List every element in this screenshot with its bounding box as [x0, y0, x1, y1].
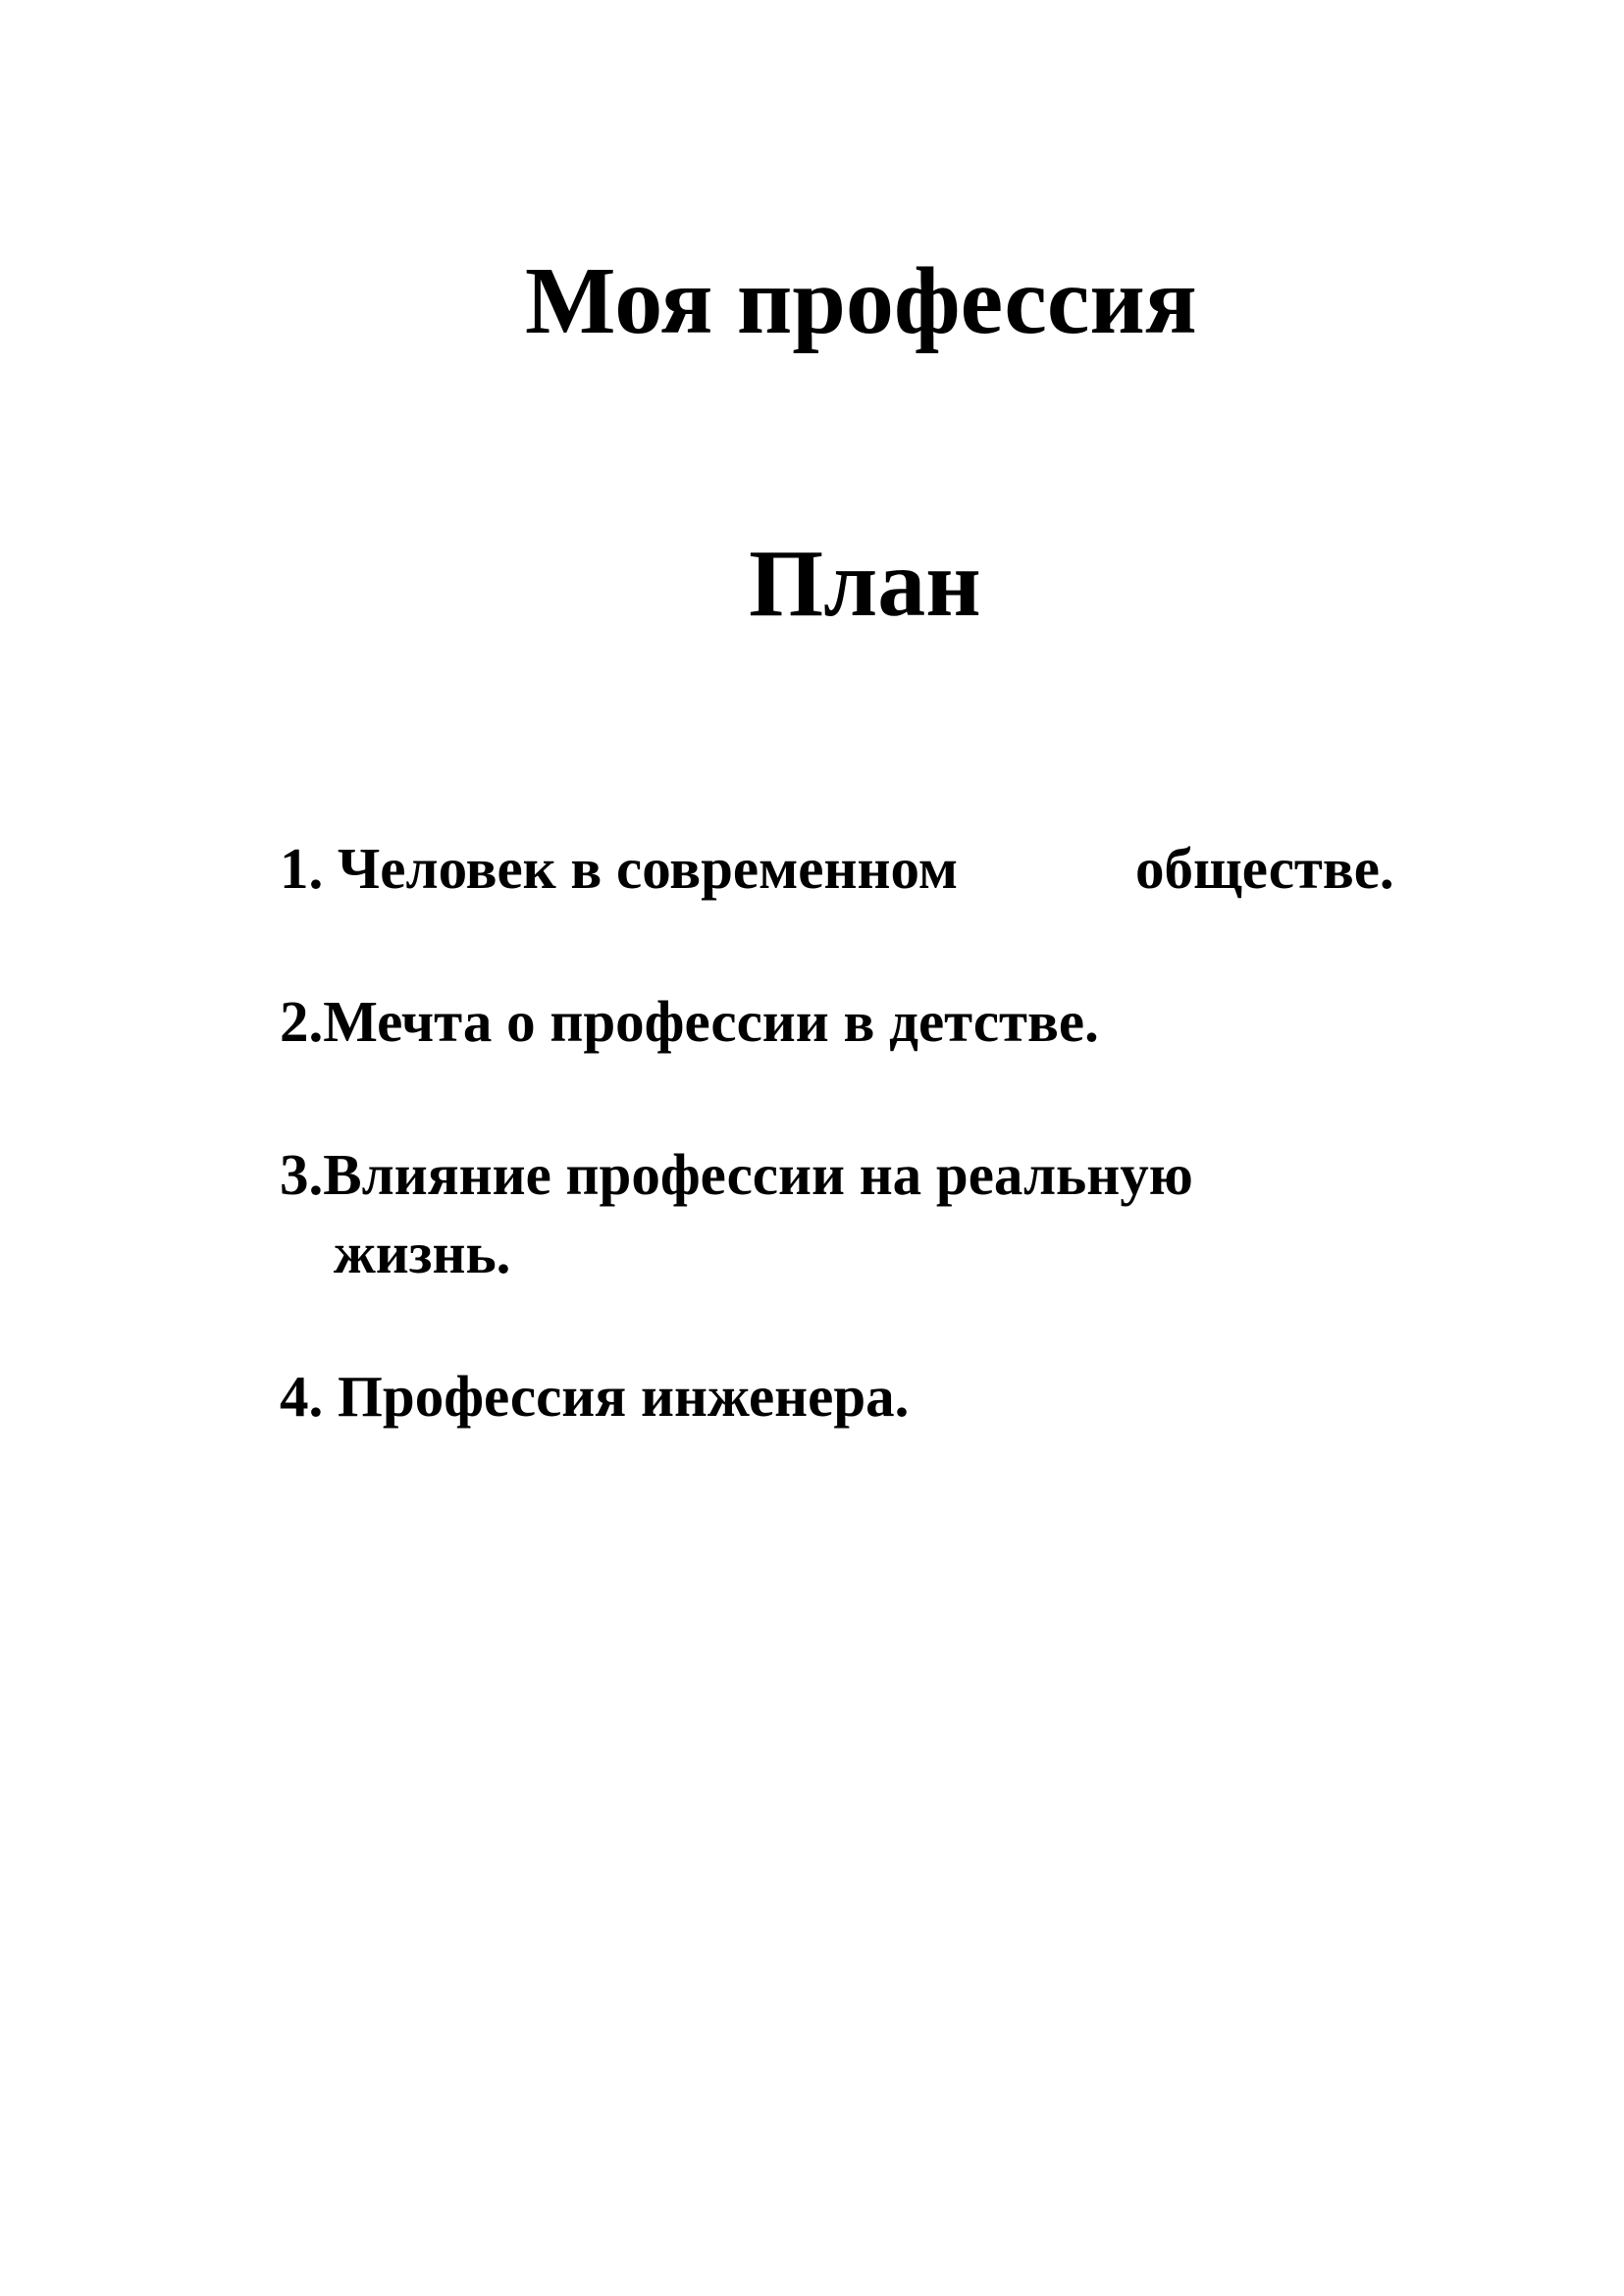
document-title: Моя профессия: [525, 248, 1197, 354]
plan-item-3: 3.Влияние профессии на реальную: [280, 1142, 1193, 1207]
plan-item-4: 4. Профессия инженера.: [280, 1364, 910, 1429]
plan-item-1: 1. Человек в современном: [280, 836, 959, 901]
plan-item-3-continuation: жизнь.: [334, 1221, 511, 1285]
plan-item-1-end: обществе.: [1135, 836, 1394, 901]
plan-item-2: 2.Мечта о профессии в детстве.: [280, 989, 1099, 1054]
plan-heading: План: [749, 531, 981, 637]
